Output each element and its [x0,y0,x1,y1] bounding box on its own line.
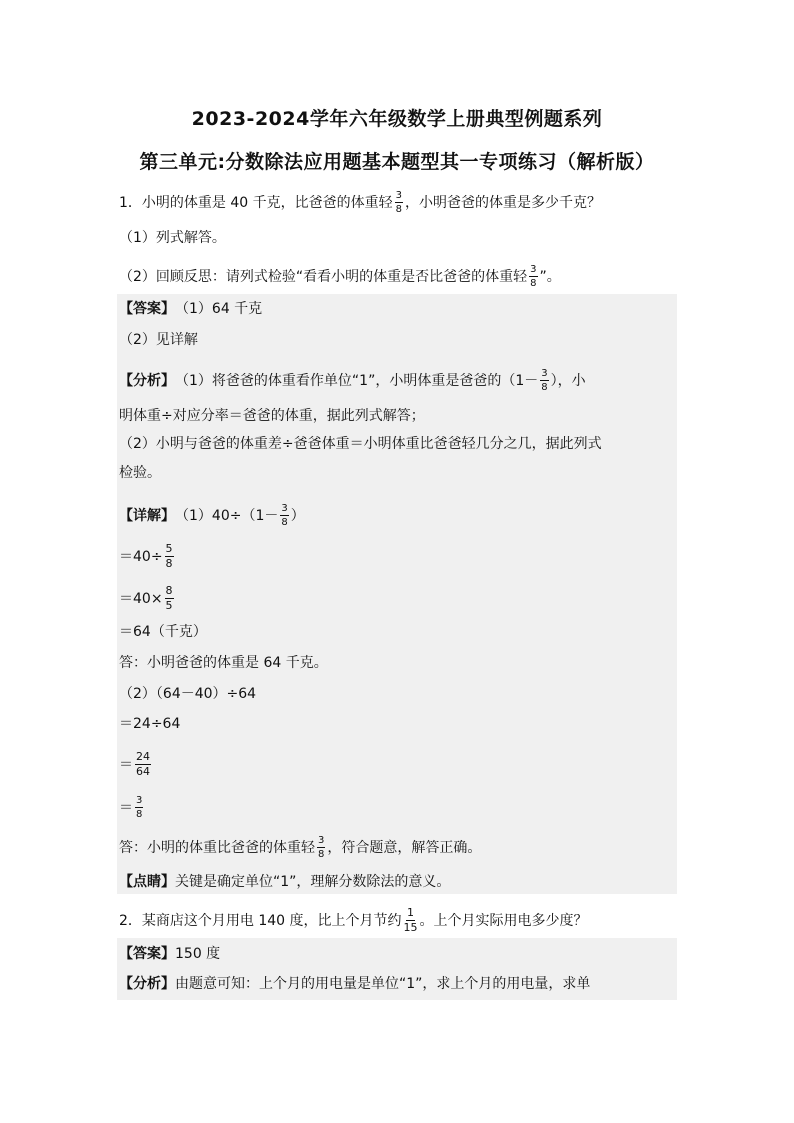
q1-part2: （2）回顾反思：请列式检验“看看小明的体重是否比爸爸的体重轻 $\frac{3}{8}$ ”。 [119,264,561,289]
page-subtitle: 第三单元:分数除法应用题基本题型其一专项练习（解析版） [139,151,655,173]
fraction: $\frac{8}{5}$ [165,584,173,612]
q1-analysis: 【分析】 （1）将爸爸的体重看作单位“1”，小明体重是爸爸的（1－ $\frac{3}{8}$ ），小 [119,368,586,393]
q1-analysis-2: （2）小明与爸爸的体重差÷爸爸体重＝小明体重比爸爸轻几分之几，据此列式 [119,436,602,452]
q1-analysis-2-cont: 检验。 [119,465,161,481]
q1-stem: 1．小明的体重是 40 千克，比爸爸的体重轻 $\frac{3}{8}$ ，小明爸爸的体重是多少千克？ [119,190,601,215]
fraction: $\frac{5}{8}$ [165,542,173,570]
q1-comment: 【点睛】 关键是确定单位“1”，理解分数除法的意义。 [119,874,451,890]
fraction: $\frac{1}{15}$ [403,906,418,934]
q1-detail: 【详解】 （1）40÷（1－ $\frac{3}{8}$ ） [119,503,305,528]
q1-answer-2: （2）见详解 [119,332,198,348]
q1-step-3: ＝64（千克） [119,624,207,640]
q1-part2-step-1: ＝24÷64 [119,716,181,732]
q1-reply-1: 答：小明爸爸的体重是 64 千克。 [119,655,328,671]
q1-reply-2: 答：小明的体重比爸爸的体重轻 $\frac{3}{8}$ ，符合题意，解答正确。 [119,835,482,860]
q1-step-1: ＝40÷ $\frac{5}{8}$ [119,542,173,570]
q2-answer: 【答案】 150 度 [119,946,221,962]
q1-answer: 【答案】 （1）64 千克 [119,301,263,317]
fraction: $\frac{3}{8}$ [530,264,537,289]
q1-part1: （1）列式解答。 [119,230,226,246]
q1-part2-expr: （2）（64－40）÷64 [119,686,257,702]
q1-part2-step-3: ＝ $\frac{3}{8}$ [119,795,143,820]
fraction: $\frac{24}{64}$ [136,750,150,778]
fraction: $\frac{3}{8}$ [281,503,288,528]
fraction: $\frac{3}{8}$ [136,795,143,820]
q1-part2-step-2: ＝ $\frac{24}{64}$ [119,750,150,778]
q1-step-2: ＝40× $\frac{8}{5}$ [119,584,173,612]
fraction: $\frac{3}{8}$ [318,835,325,860]
q2-stem: 2．某商店这个月用电 140 度，比上个月节约 $\frac{1}{15}$ 。上个月实际用电多少度？ [119,906,588,934]
page-title: 2023-2024学年六年级数学上册典型例题系列 [191,108,603,130]
q2-analysis: 【分析】 由题意可知：上个月的用电量是单位“1”，求上个月的用电量，求单 [119,976,591,992]
fraction: $\frac{3}{8}$ [541,368,548,393]
fraction: $\frac{3}{8}$ [395,190,402,215]
q1-analysis-cont: 明体重÷对应分率＝爸爸的体重，据此列式解答； [119,408,425,424]
